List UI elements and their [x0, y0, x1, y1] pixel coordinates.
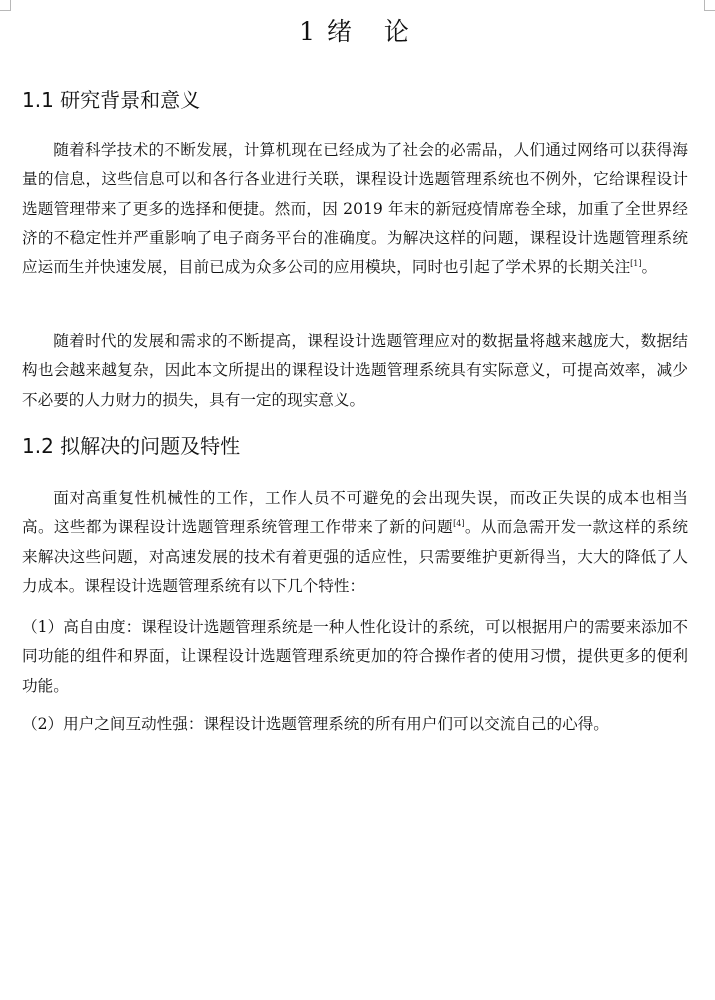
paragraph-problems — [22, 484, 688, 601]
feature-item-1: （1）高自由度：课程设计选题管理系统是一种人性化设计的系统，可以根据用户的需要来添加不同功能的组件和界面，让课程设计选题管理系统更加的符合操作者的使用习惯，提供更多的便利功能。 — [22, 618, 688, 695]
citation-marker: [1] — [630, 259, 642, 268]
paragraph-text: 随着科学技术的不断发展，计算机现在已经成为了社会的必需品，人们通过网络可以获得海量的信息，这些信息可以和各行各业进行关联，课程设计选题管理系统也不例外，它给课程设计选题管理带来了更多的选择和便捷。然而，因 2019 年末的新冠疫情席卷全球，加重了全世界经济的不稳定性并严重影响了电子商务平台的准确度。为解决这样的问题，课程设计选题管理系统应运而生并快速发展，目前已成为众多公司的应用模块，同时也引起了学术界的长期关注 — [22, 141, 688, 277]
paragraph-text-after: 。从而急需开发一款这样的系统来解决这些问题，对高速发展的技术有着更强的适应性，只需要维护更新得当，大大的降低了人力成本。课程设计选题管理系统有以下几个特性： — [22, 518, 688, 595]
page-corner-mark-right — [704, 0, 715, 11]
section-heading-1-1: 1.1 研究背景和意义 — [22, 88, 201, 112]
paragraph-background — [22, 136, 688, 282]
paragraph-tail: 。 — [641, 258, 658, 277]
paragraph-text-before: 面对高重复性机械性的工作，工作人员不可避免的会出现失误，而改正失误的成本也相当高。这些都为课程设计选题管理系统管理工作带来了新的问题 — [22, 489, 688, 537]
chapter-title: 1 绪 论 — [299, 17, 411, 46]
citation-marker: [4] — [453, 519, 465, 529]
paragraph-significance: 随着时代的发展和需求的不断提高，课程设计选题管理应对的数据量将越来越庞大，数据结构也会越来越复杂，因此本文所提出的课程设计选题管理系统具有实际意义，可提高效率，减少不必要的人力财力的损失，具有一定的现实意义。 — [22, 332, 688, 409]
page-corner-mark-left — [0, 0, 11, 11]
section-heading-1-2: 1.2 拟解决的问题及特性 — [22, 434, 241, 458]
feature-item-2: （2）用户之间互动性强：课程设计选题管理系统的所有用户们可以交流自己的心得。 — [22, 715, 609, 733]
